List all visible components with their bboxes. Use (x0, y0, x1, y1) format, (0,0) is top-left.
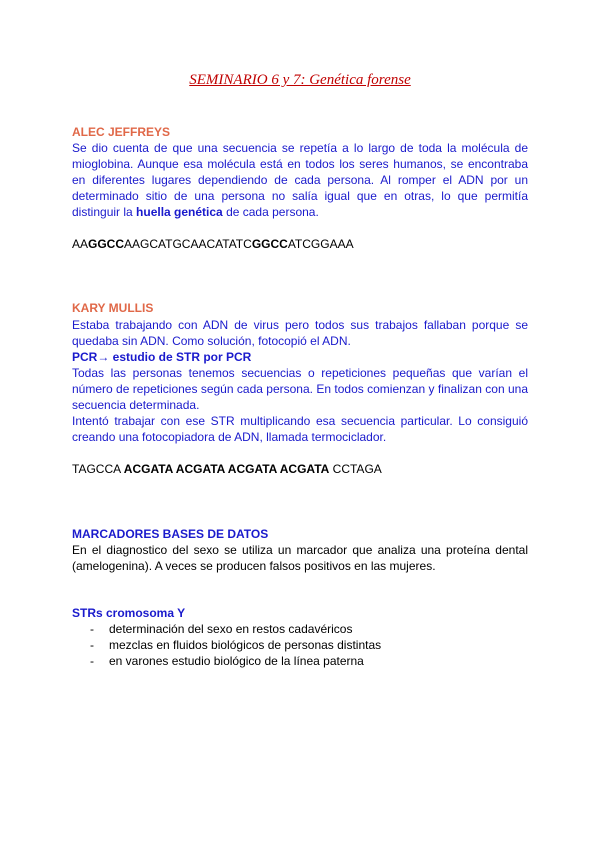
marcadores-paragraph: En el diagnostico del sexo se utiliza un marcador que analiza una proteína dental (amelogenina). A veces se producen falsos positivos en las mujeres. (72, 543, 528, 573)
seq-part: ATCGGAAA (287, 237, 354, 251)
seq-str-repeats: ACGATA ACGATA ACGATA ACGATA (123, 462, 330, 476)
dash-bullet: - (90, 654, 94, 668)
mullis-paragraph-2: Todas las personas tenemos secuencias o repeticiones pequeñas que varían el número de repeticiones según cada persona. En todos comienzan y finalizan con una secuencia determinada. (72, 366, 528, 412)
list-item-text: en varones estudio biológico de la línea paterna (109, 654, 364, 668)
jeffreys-heading-text: ALEC JEFFREYS (72, 125, 171, 139)
list-item (72, 621, 528, 637)
jeffreys-heading (72, 124, 528, 140)
list-item (72, 637, 528, 653)
seq-part: AA (72, 237, 89, 251)
pcr-heading: PCR→ estudio de STR por PCR (72, 350, 252, 364)
mullis-heading (72, 300, 528, 316)
seq-part: TAGCCA (72, 462, 124, 476)
jeffreys-sequence (72, 236, 528, 252)
huella-genetica-term: huella genética (136, 205, 223, 219)
strs-list-container (72, 621, 528, 669)
seq-restriction-site: GGCC (88, 237, 125, 251)
mullis-paragraph-3: Intentó trabajar con ese STR multiplicando esa secuencia particular. Lo consiguió creando una fotocopiadora de ADN, llamada termociclador. (72, 414, 528, 444)
strs-heading: STRs cromosoma Y (72, 606, 186, 620)
marcadores-heading: MARCADORES BASES DE DATOS (72, 527, 269, 541)
jeffreys-text-before: Se dio cuenta de que una secuencia se repetía a lo largo de toda la molécula de mioglobina. Aunque esa molécula está en todos los seres humanos, se encontraba en diferentes lugares dependiendo de cada persona. Al romper el ADN por un determinado sitio de una persona no salía igual que en otras, lo que permitía distinguir la (72, 141, 528, 219)
seq-restriction-site: GGCC (251, 237, 288, 251)
seq-part: AAGCATGCAACATATC (124, 237, 252, 251)
page-title: SEMINARIO 6 y 7: Genética forense (189, 72, 411, 88)
seq-part: CCTAGA (329, 462, 382, 476)
list-item-text: mezclas en fluidos biológicos de personas distintas (109, 638, 382, 652)
mullis-heading-text: KARY MULLIS (72, 301, 154, 315)
list-item (72, 653, 528, 669)
jeffreys-paragraph (72, 140, 528, 220)
dash-bullet: - (90, 622, 94, 636)
mullis-paragraph-1: Estaba trabajando con ADN de virus pero todos sus trabajos fallaban porque se quedaba sin ADN. Como solución, fotocopió el ADN. (72, 318, 528, 348)
jeffreys-text-after: de cada persona. (222, 205, 319, 219)
dash-bullet: - (90, 638, 94, 652)
mullis-sequence (72, 461, 528, 477)
list-item-text: determinación del sexo en restos cadavéricos (109, 622, 353, 636)
strs-list (72, 621, 528, 669)
